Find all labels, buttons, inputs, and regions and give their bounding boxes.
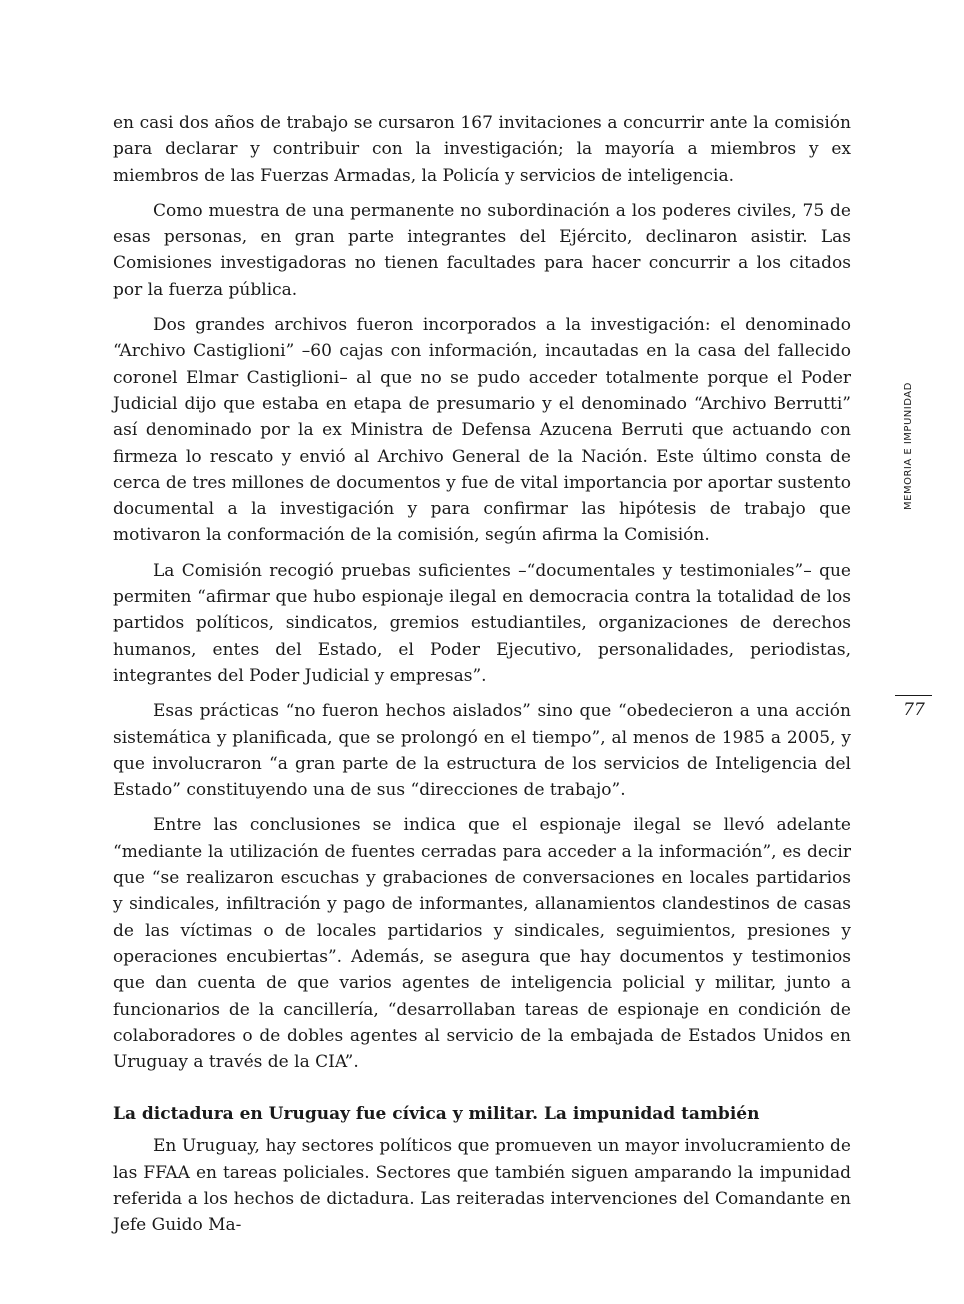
paragraph: En Uruguay, hay sectores políticos que promueven un mayor involucramiento de las FFAA en tareas policiales. Sectores que también siguen amparando la impunidad referida a los hechos de dictadura. Las reiteradas intervenciones del Comandante en Jefe Guido Ma-: [113, 1136, 851, 1236]
paragraph: en casi dos años de trabajo se cursaron 167 invitaciones a concurrir ante la comisión para declarar y contribuir con la investigación; la mayoría a miembros y ex miembros de las Fuerzas Armadas, la Policía y servicios de inteligencia.: [113, 113, 851, 186]
section-heading: La dictadura en Uruguay fue cívica y militar. La impunidad también: [113, 1104, 760, 1125]
folio-rule: [895, 695, 932, 696]
paragraph: Entre las conclusiones se indica que el espionaje ilegal se llevó adelante “mediante la utilización de fuentes cerradas para acceder a la información”, es decir que “se realizaron escuchas y grabaciones de conversaciones en locales partidarios y sindicales, infiltración y pago de informantes, allanamientos clandestinos de casas de las víctimas o de locales partidarios y sindicales, seguimientos, presiones y operaciones encubiertas”. Además, se asegura que hay documentos y testimonios que dan cuenta de que varios agentes de inteligencia policial y militar, junto a funcionarios de la cancillería, “desarrollaban tareas de espionaje en condición de colaboradores o de dobles agentes al servicio de la embajada de Estados Unidos en Uruguay a través de la CIA”.: [113, 815, 851, 1073]
paragraph: Como muestra de una permanente no subordinación a los poderes civiles, 75 de esas personas, en gran parte integrantes del Ejército, declinaron asistir. Las Comisiones investigadoras no tienen facultades para hacer concurrir a los citados por la fuerza pública.: [113, 200, 851, 300]
body-text: [113, 110, 851, 1248]
paragraph: Esas prácticas “no fueron hechos aislados” sino que “obedecieron a una acción sistemática y planificada, que se prolongó en el tiempo”, al menos de 1985 a 2005, y que involucraron “a gran parte de la estructura de los servicios de Inteligencia del Estado” constituyendo una de sus “direcciones de trabajo”.: [113, 701, 851, 801]
paragraph: La Comisión recogió pruebas suficientes –“documentales y testimoniales”– que permiten “afirmar que hubo espionaje ilegal en democracia contra la totalidad de los partidos políticos, sindicatos, gremios estudiantiles, organizaciones de derechos humanos, entes del Estado, el Poder Ejecutivo, personalidades, periodistas, integrantes del Poder Judicial y empresas”.: [113, 560, 851, 686]
page-number: 77: [903, 700, 925, 720]
paragraph: Dos grandes archivos fueron incorporados a la investigación: el denominado “Archivo Castiglioni” –60 cajas con información, incautadas en la casa del fallecido coronel Elmar Castiglioni– al que no se pudo acceder totalmente porque el Poder Judicial dijo que estaba en etapa de presumario y el denominado “Archivo Berrutti” así denominado por la ex Ministra de Defensa Azucena Berruti que actuando con firmeza lo rescato y envió al Archivo General de la Nación. Este último consta de cerca de tres millones de documentos y fue de vital importancia por aportar sustento documental a la investigación y para confirmar las hipótesis de trabajo que motivaron la conformación de la comisión, según afirma la Comisión.: [113, 315, 851, 546]
running-head: MEMORIA E IMPUNIDAD: [903, 382, 914, 510]
